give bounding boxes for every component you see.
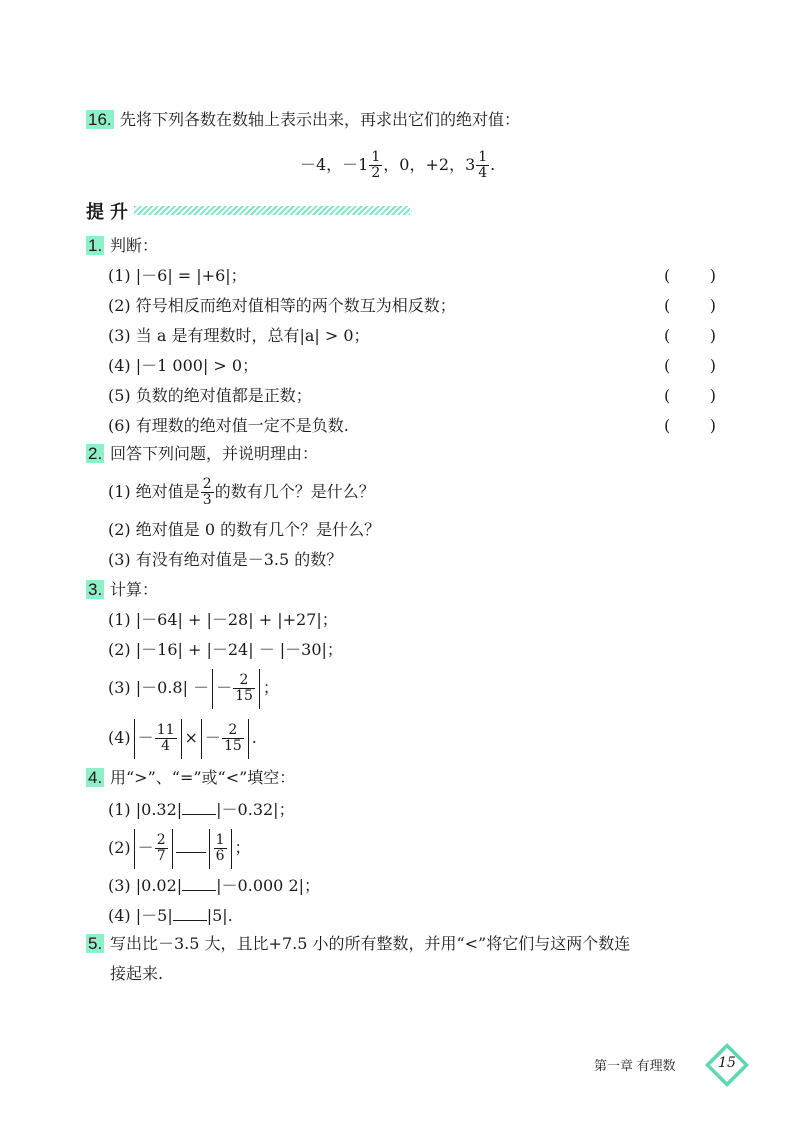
fill-blank-2[interactable] (176, 836, 206, 853)
problem-16-text: 先将下列各数在数轴上表示出来，再求出它们的绝对值： (120, 110, 521, 129)
p2-item-3: (3) 有没有绝对值是－3.5 的数？ (108, 550, 343, 569)
p4-item-1: (1) |0.32| |－0.32|； (108, 800, 295, 819)
problem-number-1: 1. (88, 236, 103, 255)
fraction-two-fifteenths: $\frac{2}{15}$ (235, 672, 253, 704)
problem-number-5: 5. (88, 934, 103, 953)
answer-paren-4[interactable]: ( ) (664, 356, 716, 375)
answer-paren-1[interactable]: ( ) (664, 266, 716, 285)
problem-3-title: 计算： (110, 580, 159, 599)
fraction-eleven-quarters: $\frac{11}{4}$ (156, 722, 175, 754)
problem-number-2: 2. (88, 444, 103, 463)
section-title: 提升 (86, 202, 134, 222)
p4-item-3: (3) |0.02| |－0.000 2|； (108, 876, 321, 895)
fill-blank-4[interactable] (173, 904, 207, 921)
fraction-one-quarter: $\frac{1}{4}$ (478, 149, 488, 181)
page-number: 15 (718, 1055, 736, 1071)
footer-chapter: 第一章 有理数 (594, 1058, 676, 1073)
values-part-a: －4，－1 (300, 155, 369, 174)
p2-item-1: (1) 绝对值是 $\frac{2}{3}$ 的数有几个？是什么？ (108, 476, 375, 508)
p1-item-4: (4) |－1 000| > 0； (108, 356, 259, 375)
problem-5-line-1: 写出比－3.5 大，且比+7.5 小的所有整数，并用“<”将它们与这两个数连 (110, 934, 631, 953)
answer-paren-6[interactable]: ( ) (664, 416, 716, 435)
p1-item-1: (1) |－6| = |+6|； (108, 266, 247, 285)
answer-paren-5[interactable]: ( ) (664, 386, 716, 405)
p4-item-4: (4) |－5| |5|. (108, 906, 233, 925)
problem-4-title: 用“>”、“=”或“<”填空： (110, 768, 296, 787)
problem-5-line-2: 接起来. (110, 964, 164, 983)
p4-item-2: (2) － $\frac{2}{7}$ $\frac{1}{6}$ ； (108, 826, 251, 870)
p3-item-3: (3) |－0.8| － － $\frac{2}{15}$ ； (108, 666, 279, 710)
problem-number-4: 4. (88, 768, 103, 787)
p3-item-1: (1) |－64| + |－28| + |+27|； (108, 610, 338, 629)
fraction-two-fifteenths-b: $\frac{2}{15}$ (223, 722, 242, 754)
fraction-two-sevenths: $\frac{2}{7}$ (156, 832, 166, 864)
p1-item-5: (5) 负数的绝对值都是正数； (108, 386, 312, 405)
p2-item-2: (2) 绝对值是 0 的数有几个？是什么？ (108, 520, 381, 539)
problem-number-3: 3. (88, 580, 103, 599)
fill-blank-3[interactable] (182, 874, 216, 891)
problem-number-16: 16. (88, 110, 112, 129)
answer-paren-2[interactable]: ( ) (664, 296, 716, 315)
fraction-two-thirds: $\frac{2}{3}$ (202, 476, 212, 508)
values-part-b: ，0，+2，3 (383, 155, 476, 174)
section-hatch-bar (134, 206, 410, 215)
p3-item-4: (4) － $\frac{11}{4}$ × － $\frac{2}{15}$ . (108, 716, 257, 760)
p1-item-6: (6) 有理数的绝对值一定不是负数. (108, 416, 349, 435)
p3-item-2: (2) |－16| + |－24| － |－30|； (108, 640, 343, 659)
problem-1-title: 判断： (110, 236, 159, 255)
fraction-one-sixth: $\frac{1}{6}$ (215, 832, 225, 864)
page-number-badge-icon (704, 1042, 750, 1088)
problem-2-title: 回答下列问题，并说明理由： (110, 444, 319, 463)
p1-item-3: (3) 当 a 是有理数时，总有|a| > 0； (108, 326, 370, 345)
fraction-one-half: $\frac{1}{2}$ (371, 149, 381, 181)
problem-16-values: －4，－1 $\frac{1}{2}$ ，0，+2，3 $\frac{1}{4}$ . (300, 149, 496, 181)
fill-blank-1[interactable] (182, 798, 216, 815)
answer-paren-3[interactable]: ( ) (664, 326, 716, 345)
p1-item-2: (2) 符号相反而绝对值相等的两个数互为相反数； (108, 296, 456, 315)
